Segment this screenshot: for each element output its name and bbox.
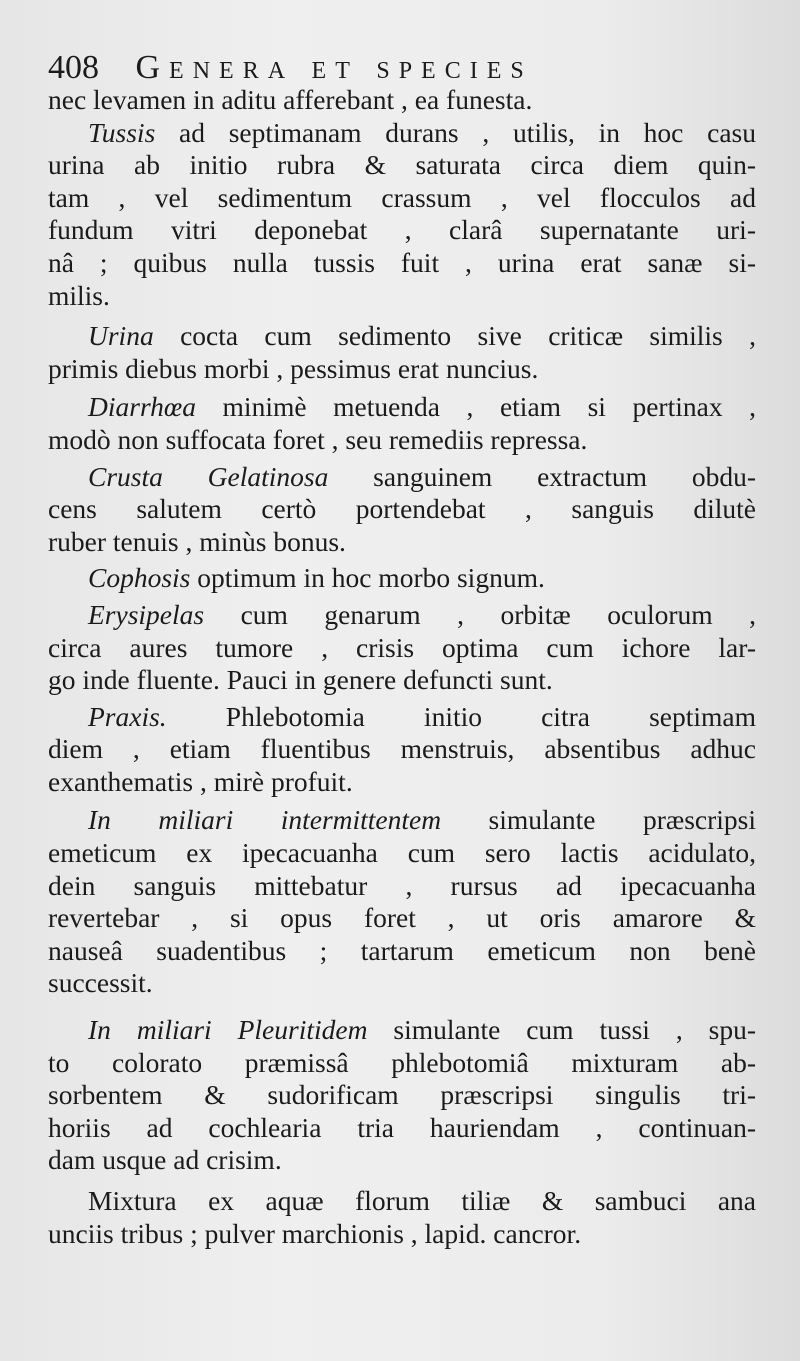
line-text: simulante præscripsi xyxy=(441,804,756,836)
line-text: horiis ad cochlearia tria hauriendam , continuan- xyxy=(48,1111,756,1143)
entry-term: Tussis xyxy=(88,116,156,148)
paragraph xyxy=(48,804,756,1000)
text-line xyxy=(48,1144,756,1177)
line-text: nâ ; quibus nulla tussis fuit , urina erat sanæ si- xyxy=(48,246,756,278)
line-text: simulante cum tussi , spu- xyxy=(367,1014,756,1046)
line-text: sanguinem extractum obdu- xyxy=(328,460,757,492)
paragraph xyxy=(48,320,756,385)
text-line xyxy=(48,149,756,182)
line-text: successit. xyxy=(48,967,153,999)
text-line xyxy=(48,632,756,665)
line-text: dam usque ad crisim. xyxy=(48,1144,282,1176)
text-line xyxy=(48,733,756,766)
text-line xyxy=(48,84,756,117)
line-text: go inde fluente. Pauci in genere defuncti sunt. xyxy=(48,664,553,696)
paragraph xyxy=(48,701,756,799)
line-text: exanthematis , mirè profuit. xyxy=(48,765,353,797)
text-line xyxy=(48,804,756,837)
line-text: circa aures tumore , crisis optima cum ichore lar- xyxy=(48,631,756,663)
text-line xyxy=(48,1185,756,1218)
page-body xyxy=(48,84,756,1250)
text-line xyxy=(48,664,756,697)
paragraph xyxy=(48,1185,756,1250)
entry-term: Crusta Gelatinosa xyxy=(88,460,329,492)
text-line xyxy=(48,391,756,424)
paragraph xyxy=(48,562,756,595)
entry-term: In miliari Pleuritidem xyxy=(88,1014,368,1046)
line-text: ruber tenuis , minùs bonus. xyxy=(48,525,346,557)
entry-term: Erysipelas xyxy=(88,598,205,630)
text-line xyxy=(48,424,756,457)
paragraph xyxy=(48,461,756,559)
paragraph xyxy=(48,84,756,117)
paragraph xyxy=(48,117,756,313)
text-line xyxy=(48,1014,756,1047)
line-text: modò non suffocata foret , seu remediis repressa. xyxy=(48,423,588,455)
text-line xyxy=(48,320,756,353)
text-line xyxy=(48,701,756,734)
text-line xyxy=(48,493,756,526)
line-text: cens salutem certò portendebat , sanguis dilutè xyxy=(48,493,756,525)
line-text: dein sanguis mittebatur , rursus ad ipecacuanha xyxy=(48,869,756,901)
line-text: nauseâ suadentibus ; tartarum emeticum non benè xyxy=(48,934,756,966)
line-text: unciis tribus ; pulver marchionis , lapid. cancror. xyxy=(48,1217,582,1249)
entry-term: Urina xyxy=(88,320,154,352)
text-line xyxy=(48,599,756,632)
text-line xyxy=(48,1112,756,1145)
text-line xyxy=(48,562,756,595)
paragraph xyxy=(48,391,756,456)
entry-term: Praxis. xyxy=(88,700,167,732)
text-line xyxy=(48,353,756,386)
text-line xyxy=(48,967,756,1000)
text-line xyxy=(48,182,756,215)
line-text: cocta cum sedimento sive criticæ similis , xyxy=(153,320,756,352)
line-text: revertebar , si opus foret , ut oris amarore & xyxy=(48,902,756,934)
line-text: nec levamen in aditu afferebant , ea funesta. xyxy=(48,84,533,115)
line-text: minimè metuenda , etiam si pertinax , xyxy=(196,391,756,423)
entry-term: In miliari intermittentem xyxy=(88,804,442,836)
line-text: diem , etiam fluentibus menstruis, absentibus adhuc xyxy=(48,733,756,765)
line-text: primis diebus morbi , pessimus erat nuncius. xyxy=(48,352,539,384)
line-text: fundum vitri deponebat , clarâ supernatante uri- xyxy=(48,214,756,246)
text-line xyxy=(48,1047,756,1080)
text-line xyxy=(48,1079,756,1112)
text-line xyxy=(48,1218,756,1251)
line-text: to colorato præmissâ phlebotomiâ mixturam ab- xyxy=(48,1046,756,1078)
line-text: urina ab initio rubra & saturata circa diem quin- xyxy=(48,149,756,181)
text-line xyxy=(48,870,756,903)
line-text: Phlebotomia initio citra septimam xyxy=(166,700,756,732)
line-text: ad septimanam durans , utilis, in hoc casu xyxy=(155,116,756,148)
text-line xyxy=(48,117,756,150)
line-text: Mixtura ex aquæ florum tiliæ & sambuci ana xyxy=(88,1185,756,1216)
line-text: optimum in hoc morbo signum. xyxy=(190,562,545,594)
text-line xyxy=(48,902,756,935)
text-line xyxy=(48,214,756,247)
text-line xyxy=(48,526,756,559)
paragraph xyxy=(48,599,756,697)
page-number: 408 xyxy=(48,49,99,86)
text-line xyxy=(48,837,756,870)
text-line xyxy=(48,766,756,799)
running-title: Genera et species xyxy=(135,49,533,86)
entry-term: Diarrhœa xyxy=(88,391,196,423)
line-text: emeticum ex ipecacuanha cum sero lactis acidulato, xyxy=(48,837,756,869)
line-text: tam , vel sedimentum crassum , vel flocculos ad xyxy=(48,181,756,213)
line-text: sorbentem & sudorificam præscripsi singulis tri- xyxy=(48,1079,756,1111)
text-line xyxy=(48,280,756,313)
line-text: milis. xyxy=(48,279,110,311)
paragraph xyxy=(48,1014,756,1177)
text-line xyxy=(48,247,756,280)
text-line xyxy=(48,935,756,968)
text-line xyxy=(48,461,756,494)
line-text: cum genarum , orbitæ oculorum , xyxy=(204,598,756,630)
entry-term: Cophosis xyxy=(88,562,191,594)
